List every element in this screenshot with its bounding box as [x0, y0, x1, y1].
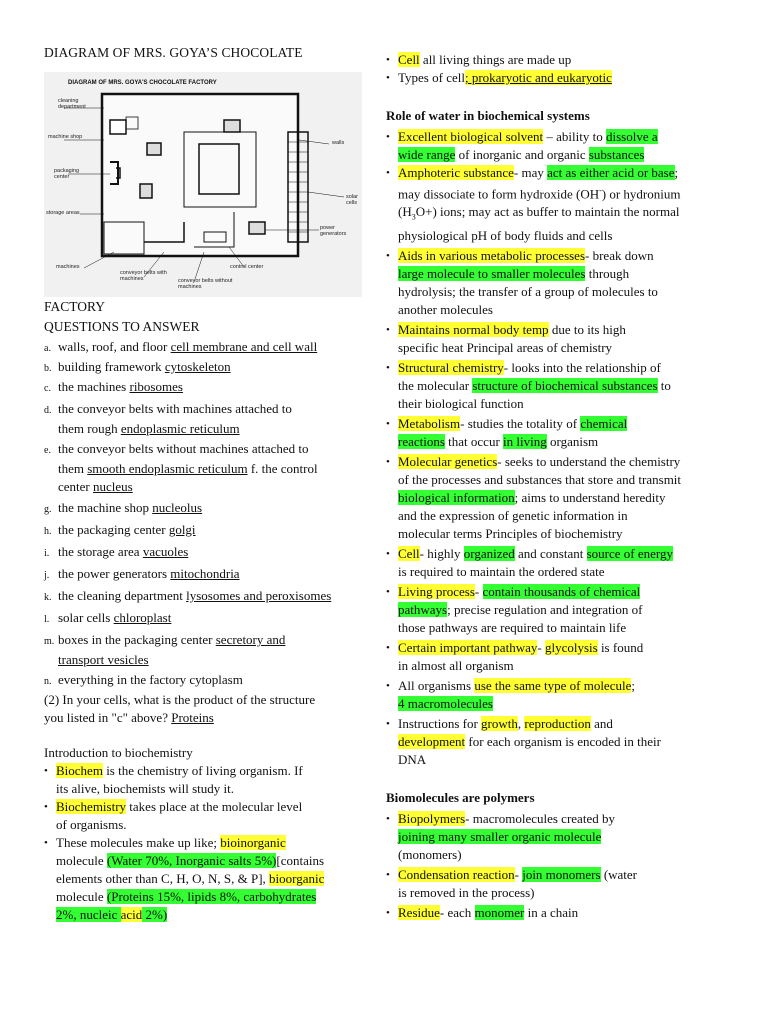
list-item-k: k. the cleaning department lysosomes and peroxisomes — [44, 588, 332, 603]
label-storage: storage areas — [46, 210, 80, 216]
list-item-a: a. walls, roof, and floor cell membrane and cell wall — [44, 339, 318, 354]
list-item-b: b. building framework cytoskeleton — [44, 359, 231, 374]
right-column — [386, 51, 718, 922]
types-bullet: • Types of cell; prokaryotic and eukaryotic — [386, 69, 718, 87]
list-item-g: g. the machine shop nucleolus — [44, 500, 203, 515]
list-item-i: i. the storage area vacuoles — [44, 544, 189, 559]
poly-bullet-2: • Condensation reaction- join monomers (water is removed in the process) — [386, 866, 718, 902]
label-solar: solar cells — [346, 194, 358, 206]
intro-bullet-1: • Biochem is the chemistry of living organism. If its alive, biochemists will study it. — [44, 762, 364, 798]
list-item-d: d. the conveyor belts with machines attached to them rough endoplasmic reticulum — [44, 401, 292, 436]
intro-bullet-3: • These molecules make up like; bioinorganic molecule (Water 70%, Inorganic salts 5%)[contains elements other than C, H, O, N, S, & P], bioorganic molecule (Proteins 15%, lipids 8%, carbohydrates 2%, nucleic acid 2%) — [44, 834, 364, 924]
questions-heading: QUESTIONS TO ANSWER — [44, 319, 200, 334]
label-machine-shop: machine shop — [48, 134, 83, 140]
factory-heading: FACTORY — [44, 299, 106, 314]
list-item-e: e. the conveyor belts without machines attached to them smooth endoplasmic reticulum f. the control center nucleus — [44, 441, 318, 494]
label-power: power generators — [320, 225, 347, 237]
water-bullet-1: • Excellent biological solvent – ability to dissolve a wide range of inorganic and organic substances — [386, 128, 718, 164]
water-bullet-10: • Certain important pathway- glycolysis is found in almost all organism — [386, 639, 718, 675]
label-walls: walls — [332, 140, 345, 146]
poly-bullet-3: • Residue- each monomer in a chain — [386, 904, 718, 922]
intro-bullet-2: • Biochemistry takes place at the molecular level of organisms. — [44, 798, 364, 834]
water-bullet-4: • Maintains normal body temp due to its high specific heat Principal areas of chemistry — [386, 321, 718, 357]
question-2: (2) In your cells, what is the product of the structure you listed in "c" above? Proteins — [44, 692, 316, 725]
poly-bullet-1: • Biopolymers- macromolecules created by joining many smaller organic molecule (monomers) — [386, 810, 718, 864]
list-item-h: h. the packaging center golgi — [44, 522, 196, 537]
intro-heading: Introduction to biochemistry — [44, 745, 193, 760]
polymers-heading: Biomolecules are polymers — [386, 789, 535, 805]
cell-bullet: • Cell all living things are made up — [386, 51, 718, 69]
list-item-c: c. the machines ribosomes — [44, 379, 183, 394]
water-bullet-5: • Structural chemistry- looks into the relationship of the molecular structure of biochemical substances to their biological function — [386, 359, 718, 413]
label-conveyor-without: conveyor belts without machines — [178, 278, 233, 290]
factory-diagram — [44, 72, 362, 297]
list-item-l: l. solar cells chloroplast — [44, 610, 172, 625]
label-control: control center — [230, 264, 264, 270]
diagram-title: DIAGRAM OF MRS. GOYA'S CHOCOLATE FACTORY — [68, 80, 217, 86]
water-bullet-8: • Cell- highly organized and constant source of energy is required to maintain the ordered state — [386, 545, 718, 581]
label-conveyor-with: conveyor belts with machines — [120, 270, 167, 282]
label-cleaning: cleaning department — [58, 98, 86, 110]
page-title: DIAGRAM OF MRS. GOYA’S CHOCOLATE — [44, 45, 303, 60]
label-machines: machines — [56, 264, 80, 270]
water-bullet-12: • Instructions for growth, reproduction and development for each organism is encoded in their DNA — [386, 715, 718, 769]
water-bullet-3: • Aids in various metabolic processes- break down large molecule to smaller molecules through hydrolysis; the transfer of a group of molecules to another molecules — [386, 247, 718, 319]
water-bullet-11: • All organisms use the same type of molecule; 4 macromolecules — [386, 677, 718, 713]
list-item-m: m. boxes in the packaging center secretory and transport vesicles — [44, 632, 286, 667]
label-packaging: packaging center — [54, 168, 80, 180]
questions-section — [44, 298, 364, 924]
list-item-j: j. the power generators mitochondria — [44, 566, 240, 581]
water-bullet-7: • Molecular genetics- seeks to understand the chemistry of the processes and substances that store and transmit biological information; aims to understand heredity and the expression of genetic information in molecular terms Principles of biochemistry — [386, 453, 718, 543]
water-heading: Role of water in biochemical systems — [386, 108, 590, 123]
water-bullet-6: • Metabolism- studies the totality of chemical reactions that occur in living organism — [386, 415, 718, 451]
water-bullet-9: • Living process- contain thousands of chemical pathways; precise regulation and integration of those pathways are required to maintain life — [386, 583, 718, 637]
water-bullet-2: • Amphoteric substance- may act as either acid or base; may dissociate to form hydroxide (OH-) or hydronium $(H_3O+)$ ions; may act as buffer to maintain the normal physiological pH of body fluids and cells — [386, 164, 718, 245]
list-item-n: n. everything in the factory cytoplasm — [44, 672, 243, 687]
